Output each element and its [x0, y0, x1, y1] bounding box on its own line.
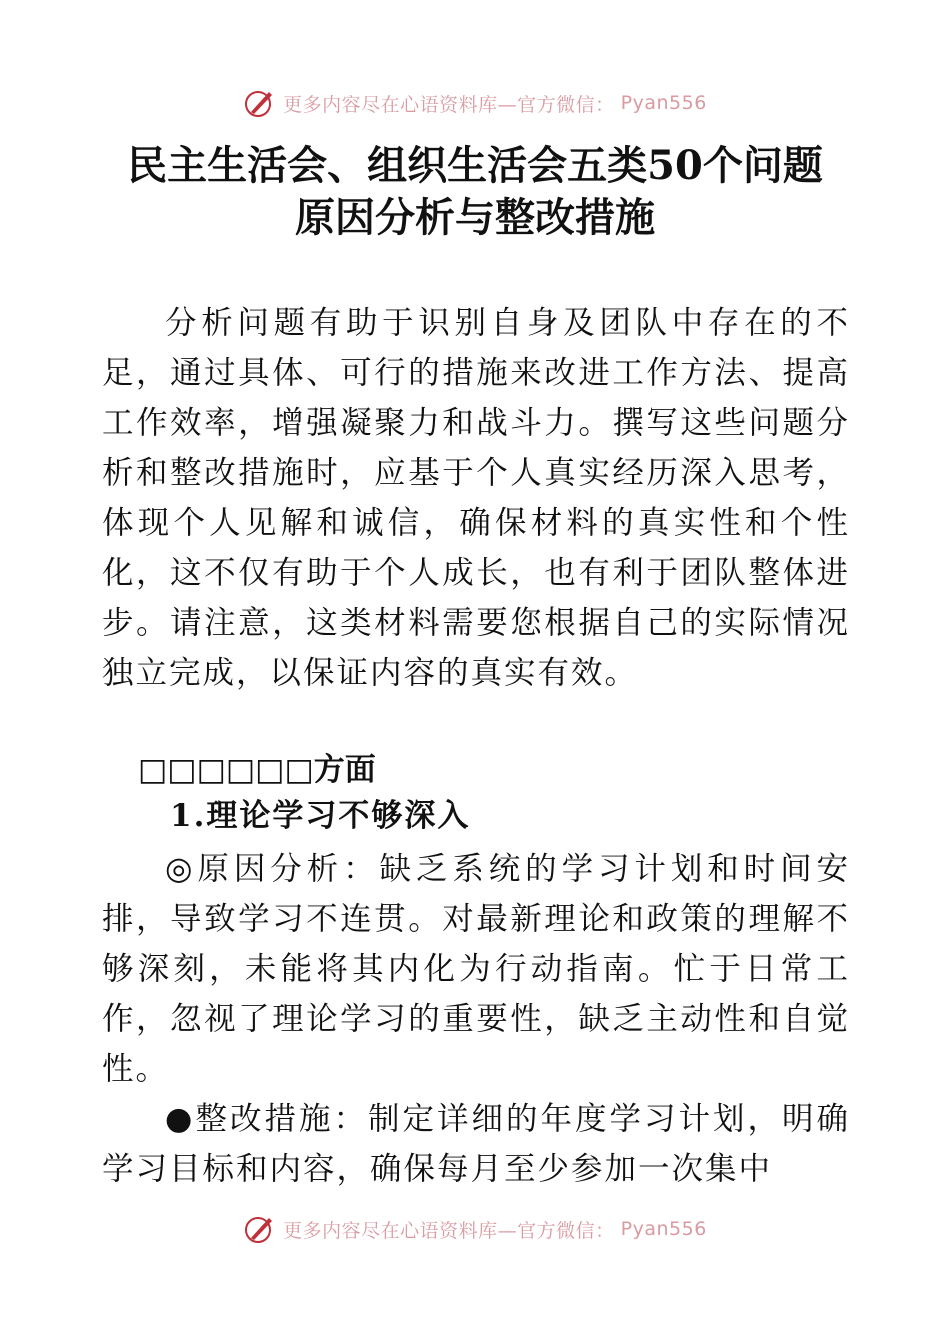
title-line-1: 民主生活会、组织生活会五类50个问题	[127, 142, 823, 189]
quill-logo-icon	[243, 86, 277, 120]
watermark-handle: Pyan556	[620, 1218, 707, 1240]
document-title	[60, 140, 890, 244]
section-heading: □□□□□□方面	[138, 752, 376, 788]
sub-heading: 1.理论学习不够深入	[170, 798, 471, 834]
watermark-text: 更多内容尽在心语资料库—官方微信：	[283, 1219, 615, 1242]
title-line-2: 原因分析与整改措施	[295, 194, 655, 241]
footer-watermark	[0, 1212, 950, 1246]
header-watermark	[0, 86, 950, 120]
quill-logo-icon	[243, 1212, 277, 1246]
watermark-text: 更多内容尽在心语资料库—官方微信：	[283, 93, 615, 116]
cause-analysis-paragraph: ◎原因分析：缺乏系统的学习计划和时间安排，导致学习不连贯。对最新理论和政策的理解不够深刻，未能将其内化为行动指南。忙于日常工作，忽视了理论学习的重要性，缺乏主动性和自觉性。	[102, 851, 850, 1087]
intro-paragraph: 分析问题有助于识别自身及团队中存在的不足，通过具体、可行的措施来改进工作方法、提高工作效率，增强凝聚力和战斗力。撰写这些问题分析和整改措施时，应基于个人真实经历深入思考，体现个人见解和诚信，确保材料的真实性和个性化，这不仅有助于个人成长，也有利于团队整体进步。请注意，这类材料需要您根据自己的实际情况独立完成，以保证内容的真实有效。	[102, 305, 850, 691]
rectification-paragraph: ●整改措施：制定详细的年度学习计划，明确学习目标和内容，确保每月至少参加一次集中	[102, 1101, 850, 1187]
watermark-handle: Pyan556	[620, 92, 707, 114]
